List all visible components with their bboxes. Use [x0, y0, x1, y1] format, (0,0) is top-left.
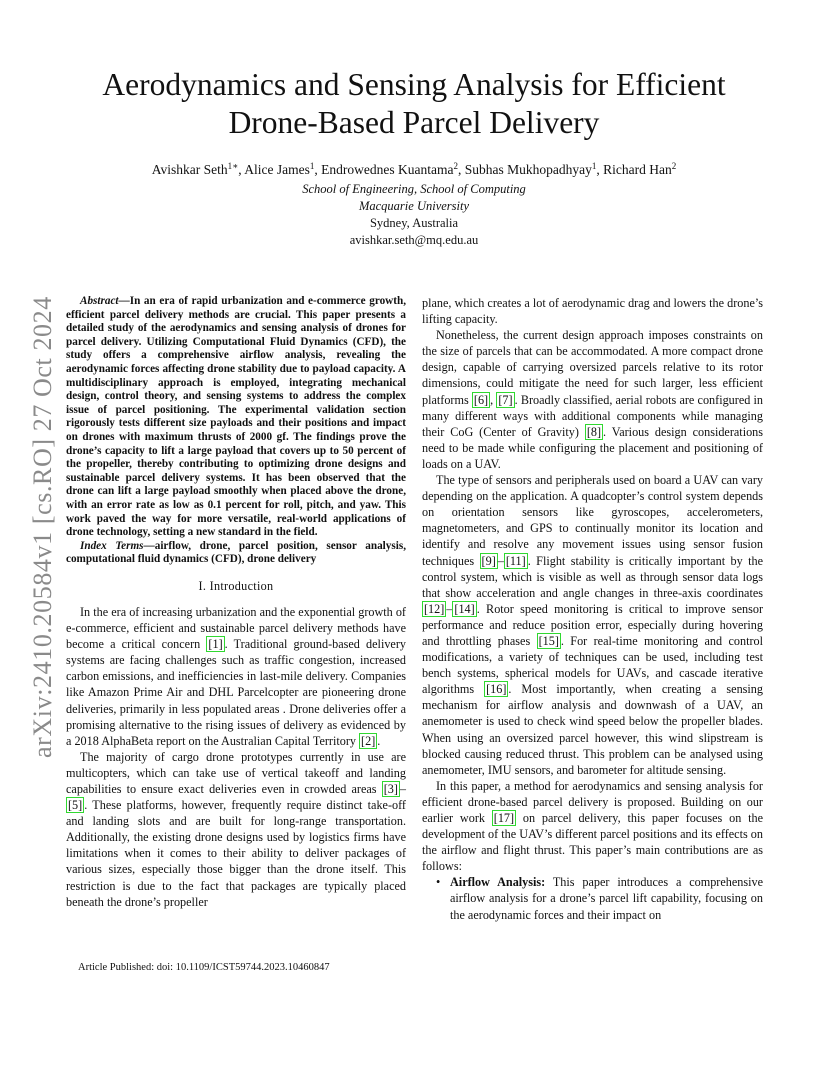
- citation-link[interactable]: [11]: [505, 553, 526, 568]
- citation-link[interactable]: [1]: [208, 637, 223, 652]
- citation-link[interactable]: [15]: [538, 633, 559, 648]
- abstract: [66, 295, 406, 540]
- paragraph-text: . Flight stability is critically important by the control system, which is visible as well as through sensor data logs that show acceleration and angle changes in three-axis coordinates: [422, 553, 763, 600]
- title-line-2: Drone-Based Parcel Delivery: [228, 105, 600, 140]
- author-4: Subhas Mukhopadhyay: [464, 162, 592, 177]
- paragraph-text: –: [399, 782, 406, 796]
- paragraph-text: . These platforms, however, frequently require distinct take-off and landing slots and are built for long-range transportation. Additionally, the existing drone designs used by logistics firms have limitations when it comes to their ability to deliver packages of various sizes, especially those bigger than the drone itself. This restriction is due to the fact that packages are typically placed beneath the drone’s propeller: [66, 798, 406, 909]
- author-separator: ,: [314, 162, 322, 177]
- publication-footnote: Article Published: doi: 10.1109/ICST59744.2023.10460847: [78, 962, 330, 973]
- affiliation-school: School of Engineering, School of Computing: [302, 182, 526, 196]
- index-terms-label: Index Terms: [80, 539, 144, 552]
- author-5: Richard Han: [603, 162, 672, 177]
- arxiv-identifier: arXiv:2410.20584v1 [cs.RO] 27 Oct 2024: [28, 296, 57, 758]
- paragraph-text: In this paper, a method for aerodynamics and sensing analysis for efficient drone-based parcel delivery is proposed. Building on our earlier work: [422, 778, 763, 825]
- paragraph-text: . Various design considerations need to be made while configuring the placement and positioning of loads on a UAV.: [422, 424, 764, 471]
- paragraph-text: . Most importantly, when creating a sensing mechanism for airflow analysis and downwash of a UAV, an anemometer is used to check wind speed below the propeller blades. When using an oversized parcel however, this wind slipstream is blocked causing reduced thrust. This problem can be analysed using anemometer, IMU sensors, and barometer for altitude sensing.: [422, 682, 763, 777]
- intro-paragraph-5: [422, 778, 763, 875]
- paragraph-text: . Traditional ground-based delivery systems are facing challenges such as traffic congestion, increased carbon emissions, and inefficiencies in last-mile delivery. Companies like Amazon Prime Air and DHL Parcelcopter are pioneering drone deliveries, primarily in less populated areas . Drone deliveries offer a promising alternative to the rising issues of delivery as evidenced by a 2018 AlphaBeta report on the Australian Capital Territory: [66, 637, 406, 748]
- paragraph-text: on parcel delivery, this paper focuses on the development of the UAV’s different parcel positions and its effects on the airflow and flight thrust. This paper’s main contributions are as follows:: [422, 811, 763, 874]
- citation-link[interactable]: [5]: [68, 798, 83, 813]
- paragraph-text: In the era of increasing urbanization and the exponential growth of e-commerce, efficient and sustainable parcel delivery methods have become a critical concern: [66, 604, 406, 652]
- section-heading-introduction: I. Introduction: [198, 578, 274, 593]
- paragraph-text: Nonetheless, the current design approach imposes constraints on the size of parcels that can be accommodated. A more compact drone design, capable of carrying oversized parcels relative to its rotor dimensions, could mitigate the need for such larger, less efficient platforms: [422, 328, 763, 407]
- author-3: Endrowednes Kuantama: [321, 162, 454, 177]
- author-1-mark: 1∗: [227, 161, 239, 171]
- paragraph-text: .: [377, 733, 381, 748]
- citation-link[interactable]: [17]: [493, 811, 515, 825]
- paragraph-text: –: [446, 601, 453, 616]
- citation-link[interactable]: [2]: [361, 733, 376, 748]
- intro-paragraph-1: [66, 604, 406, 749]
- bullet-icon: •: [436, 875, 441, 890]
- affiliation-university: Macquarie University: [358, 199, 470, 213]
- intro-paragraph-4: [422, 472, 763, 778]
- citation-link[interactable]: [7]: [498, 392, 513, 407]
- author-4-mark: 1: [591, 161, 597, 171]
- intro-paragraph-3: [422, 327, 763, 472]
- author-email[interactable]: avishkar.seth@mq.edu.au: [349, 233, 479, 247]
- citation-link[interactable]: [16]: [486, 682, 507, 697]
- citation-link[interactable]: [8]: [586, 424, 602, 439]
- author-list: [60, 161, 768, 178]
- paragraph-text: . For real-time monitoring and control modifications, a variety of techniques can be used, including test bench systems, spherical models for UAVs, and cascade iterative algorithms: [422, 633, 763, 697]
- paragraph-text: ,: [490, 392, 497, 407]
- right-column: [422, 295, 763, 923]
- author-3-mark: 2: [453, 161, 458, 171]
- paragraph-text: The majority of cargo drone prototypes currently in use are multicopters, which can take use of vertical takeoff and landing capabilities to ensure exact deliveries even in crowded areas: [66, 749, 406, 796]
- citation-link[interactable]: [3]: [383, 782, 398, 796]
- left-column: [66, 295, 406, 910]
- citation-link[interactable]: [14]: [454, 601, 475, 616]
- author-2: Alice James: [244, 162, 310, 177]
- author-separator: ,: [457, 162, 465, 177]
- abstract-label: Abstract: [80, 295, 119, 307]
- intro-paragraph-2-continued: plane, which creates a lot of aerodynamic drag and lowers the drone’s lifting capacity.: [422, 296, 763, 327]
- author-separator: ,: [238, 162, 245, 177]
- author-1: Avishkar Seth: [151, 162, 228, 177]
- paragraph-text: . Rotor speed monitoring is critical to improve sensor performance and reduce position error, especially during hovering and throttling phases: [422, 601, 763, 648]
- affiliation-block: [60, 181, 768, 249]
- contribution-text: This paper introduces a comprehensive airflow analysis for a drone’s parcel lift capability, focusing on the aerodynamic forces and their impact on: [450, 875, 763, 922]
- paragraph-text: . Broadly classified, aerial robots are configured in many different ways with additional components while managing their CoG (Center of Gravity): [422, 392, 764, 439]
- paper-title: [60, 66, 768, 142]
- citation-link[interactable]: [9]: [481, 553, 496, 568]
- abstract-text: —In an era of rapid urbanization and e-commerce growth, efficient parcel delivery methods are crucial. This paper presents a detailed study of the aerodynamics and sensing analysis of drones for parcel delivery. Utilizing Computational Fluid Dynamics (CFD), the study offers a comprehensive airflow analysis, revealing the aerodynamic forces affecting drone stability due to payload capacity. A multidisciplinary approach is employed, integrating mechanical design, control theory, and sensing systems to address the complex issue of parcel positioning. The experimental validation section rigorously tests different size payloads and their positions and impact on drones with maximum thrusts of 2000 gf. The findings prove the drone’s capacity to lift a large payload that covers up to 50 percent of the propeller, thereby contributing to optimizing drone designs and sustainable parcel delivery systems. It has been observed that the drone can lift a large payload smoothly when placed above the drone, with an error rate as low as 0.1 percent for roll, pitch, and yaw. This work paved the way for more versatile, real-world applications of drone technology, setting a new standard in the field.: [66, 295, 406, 539]
- contribution-list: [422, 874, 763, 922]
- author-5-mark: 2: [671, 161, 677, 171]
- citation-link[interactable]: [12]: [424, 601, 445, 616]
- author-separator: ,: [596, 162, 604, 177]
- citation-link[interactable]: [6]: [473, 392, 489, 407]
- title-line-1: Aerodynamics and Sensing Analysis for Efficient: [102, 67, 726, 102]
- paragraph-text: The type of sensors and peripherals used on board a UAV can vary depending on the application. A quadcopter’s control system depends on orientation sensors like gyroscopes, accelerometers, magnetometers, and GPS to continually monitor its location and identify and resolve any movement issues using sensor fusion techniques: [422, 473, 763, 568]
- list-item: [436, 874, 763, 922]
- author-2-mark: 1: [309, 161, 315, 171]
- paragraph-text: –: [497, 553, 504, 568]
- index-terms: [66, 540, 406, 567]
- contribution-label: Airflow Analysis:: [450, 875, 546, 890]
- affiliation-location: Sydney, Australia: [369, 216, 459, 230]
- index-terms-text: —airflow, drone, parcel position, sensor analysis, computational fluid dynamics (CFD), drone delivery: [66, 539, 406, 566]
- intro-paragraph-2: [66, 749, 406, 910]
